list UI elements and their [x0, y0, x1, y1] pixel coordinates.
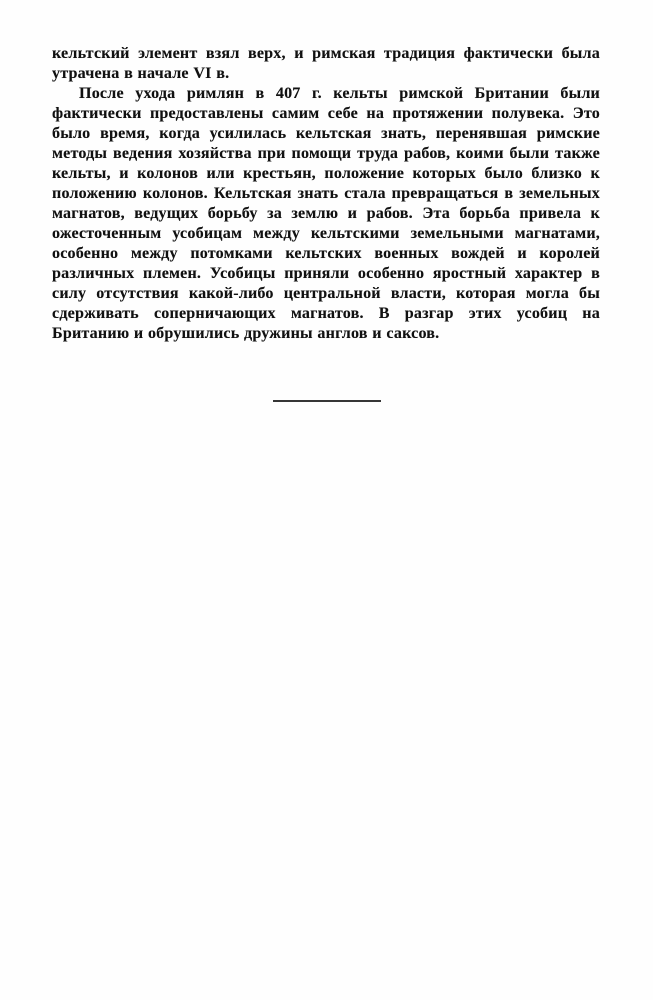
paragraph-main: После ухода римлян в 407 г. кельты римской Британии были фактически предоставлены самим себе на протяжении полувека. Это было время, когда усилилась кельтская знать, перенявшая римские методы ведения хозяйства при помощи труда рабов, коими были также кельты, и колонов или крестьян, положение которых было близко к положению колонов. Кельтская знать стала превращаться в земельных магнатов, ведущих борьбу за землю и рабов. Эта борьба привела к ожесточенным усобицам между кельтскими земельными магнатами, особенно между потомками кельтских военных вождей и королей различных племен. Усобицы приняли особенно яростный характер в силу отсутствия какой-либо центральной власти, которая могла бы сдерживать соперничающих магнатов. В разгар этих усобиц на Британию и обрушились дружины англов и саксов.	[52, 85, 600, 342]
divider-container	[0, 400, 653, 402]
blank-lower-page-area	[0, 430, 653, 1000]
paragraph-continuation: кельтский элемент взял верх, и римская традиция фактически была утрачена в начале VI в.	[52, 45, 600, 82]
section-divider-rule	[273, 400, 381, 402]
page-text-block	[52, 44, 600, 344]
